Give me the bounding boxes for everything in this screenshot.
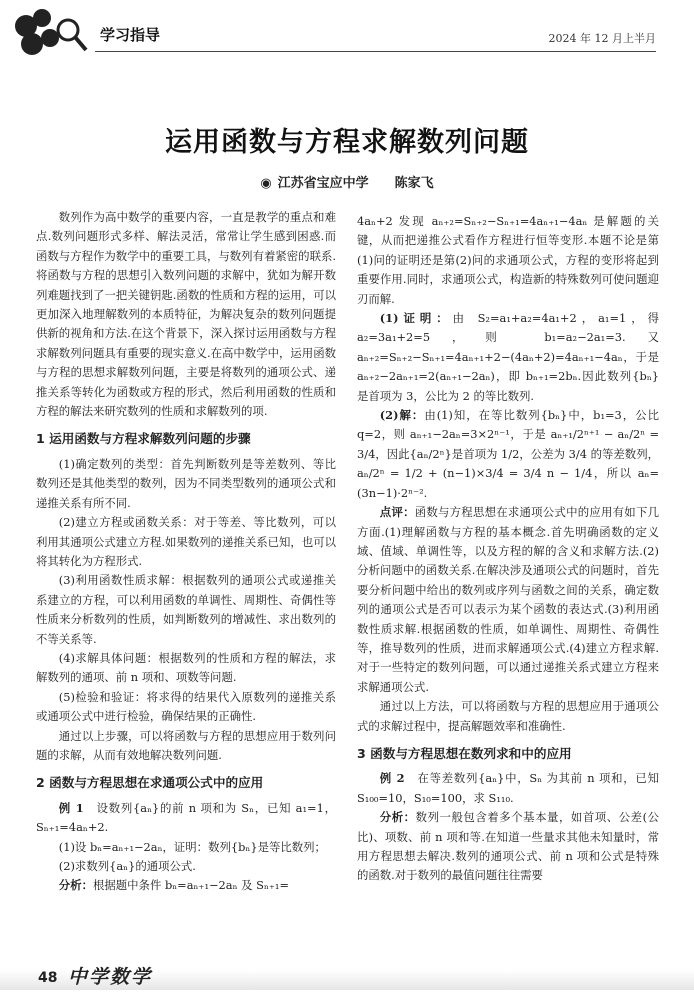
proof-text: 由 S₂=a₁+a₂=4a₁+2，a₁=1，得 a₂=3a₁+2=5，则 b₁=a₂−2a₁=3.又 aₙ₊₂=Sₙ₊₂−Sₙ₊₁=4aₙ₊₁+2−(4aₙ+2)=4aₙ₊₁−4aₙ，于是 aₙ₊₂−2aₙ₊₁=2(aₙ₊₁−2aₙ)，即 bₙ₊₁=2bₙ.因此数列{bₙ}是首项为 3，公比为 2 的等比数列. [357, 311, 659, 403]
issue-date: 2024 年 12 月上半月 [548, 32, 656, 45]
example-1 [36, 799, 336, 838]
steps-summary: 通过以上步骤，可以将函数与方程的思想应用于数列问题的求解，从而有效地解决数列问题. [36, 728, 336, 762]
author: 陈家飞 [394, 176, 434, 191]
step-2: (2)建立方程或函数关系：对于等差、等比数列，可以利用其通项公式建立方程.如果数列的递推关系已知，也可以将其转化为方程形式. [36, 515, 336, 568]
comment-label: 点评： [379, 505, 415, 520]
intro-paragraph: 数列作为高中数学的重要内容，一直是教学的重点和难点.数列问题形式多样、解法灵活，常常让学生感到困惑.而函数与方程作为数学中的重要工具，与数列有着紧密的联系.将函数与方程的思想引入数列问题的求解中，犹如为解开数列难题找到了一把关键钥匙.函数的性质和方程的运用，可以更加深入地理解数列的本质特征，为解决复杂的数列问题提供新的视角和方法.在这个背景下，深入探讨运用函数与方程求解数列问题具有重要的现实意义.在高中数学中，运用函数与方程的思想求解数列问题，主要是将数列的通项公式、递推关系等转化为函数或方程的形式，然后利用函数的性质和方程的解法来研究数列的性质和求解数列的项. [36, 210, 336, 419]
step-1: (1)确定数列的类型：首先判断数列是等差数列、等比数列还是其他类型的数列，因为不同类型数列的通项公式和递推关系有所不同. [36, 456, 336, 510]
left-column [36, 208, 336, 896]
section-heading-1: 1 运用函数与方程求解数列问题的步骤 [36, 431, 251, 447]
analysis-2-text: 数列一般包含着多个基本量，如首项、公差(公比)、项数、前 n 项和等.在知道一些量求其他未知量时，常用方程思想去解决.数列的通项公式、前 n 项和公式是特殊的函数.对于数列的最值问题往往需要 [357, 810, 659, 883]
example-1-question-1: (1)设 bₙ=aₙ₊₁−2aₙ，证明：数列{bₙ}是等比数列； [58, 839, 326, 854]
analysis-1 [36, 876, 336, 895]
affiliation: 江苏省宝应中学 [277, 176, 369, 191]
comment-text: 函数与方程思想在求通项公式中的应用有如下几方面.(1)理解函数与方程的基本概念.首先明确函数的定义域、值域、单调性等，以及方程的解的含义和求解方法.(2)分析问题中的函数关系.在解决涉及通项公式的问题时，首先要分析问题中给出的数列或序列与函数之间的关系，确定数列的通项公式是否可以表示为某个函数的表达式.(3)利用函数性质求解.根据函数的性质，如单调性、周期性、奇偶性等，推导数列的性质，进而求解通项公式.(4)建立方程求解.对于一些特定的数列问题，可以通过递推关系式建立方程来求解通项公式. [357, 505, 659, 694]
magazine-logo [12, 8, 92, 58]
proof-label: (1)证明： [379, 311, 453, 326]
solution [357, 406, 659, 503]
analysis-2 [357, 808, 659, 886]
page-number: 48 [38, 970, 58, 986]
page-header [0, 0, 694, 62]
proof [357, 309, 659, 406]
analysis-continued: 4aₙ+2 发现 aₙ₊₂=Sₙ₊₂−Sₙ₊₁=4aₙ₊₁−4aₙ 是解题的关键，从而把递推公式看作方程进行恒等变形.本题不论是第(1)问的证明还是第(2)问的求通项公式，方程的变形将起到重要作用.同时，求通项公式，构造新的特殊数列可使问题迎刃而解. [357, 214, 659, 306]
analysis-1-label: 分析： [58, 878, 93, 893]
step-3: (3)利用函数性质求解：根据数列的通项公式或递推关系建立的方程，可以利用函数的单调性、周期性、奇偶性等性质来分析数列的性质，如判断数列的增减性、求出数列的不等关系等. [36, 573, 336, 646]
right-column [357, 212, 659, 886]
example-2-text: 在等差数列{aₙ}中，Sₙ 为其前 n 项和，已知 S₁₀₀=10，S₁₀=100，求 S₁₁₀. [357, 771, 659, 805]
section-heading-3: 3 函数与方程思想在数列求和中的应用 [357, 745, 572, 761]
section-tag: 学习指导 [100, 26, 161, 44]
journal-name: 中学数学 [68, 966, 153, 988]
comment-summary: 通过以上方法，可以将函数与方程的思想应用于通项公式的求解过程中，提高解题效率和准确性. [357, 699, 659, 733]
example-1-text: 设数列{aₙ}的前 n 项和为 Sₙ，已知 a₁=1，Sₙ₊₁=4aₙ+2. [36, 800, 336, 835]
bullet-icon: ◉ [260, 176, 272, 191]
section-heading-2: 2 函数与方程思想在求通项公式中的应用 [36, 775, 264, 791]
step-4: (4)求解具体问题：根据数列的性质和方程的解法，求解数列的通项、前 n 项和、项数等问题. [36, 650, 336, 685]
solution-label: (2)解： [379, 408, 425, 423]
example-1-label: 例 1 [58, 800, 84, 815]
step-5: (5)检验和验证：将求得的结果代入原数列的递推关系或通项公式中进行检验，确保结果的正确性. [36, 689, 336, 724]
analysis-2-label: 分析： [379, 810, 416, 825]
article-title: 运用函数与方程求解数列问题 [165, 127, 529, 158]
example-2 [357, 769, 659, 808]
byline [0, 172, 694, 191]
analysis-1-text: 根据题中条件 bₙ=aₙ₊₁−2aₙ 及 Sₙ₊₁= [92, 878, 290, 893]
example-2-label: 例 2 [379, 771, 405, 786]
solution-text: 由(1)知，在等比数列{bₙ}中，b₁=3，公比 q=2，则 aₙ₊₁−2aₙ=3×2ⁿ⁻¹，于是 aₙ₊₁/2ⁿ⁺¹ − aₙ/2ⁿ = 3/4，因此{aₙ/2ⁿ}是首项为 1/2，公差为 3/4 的等差数列，aₙ/2ⁿ = 1/2 + (n−1)×3/4 = 3/4 n − 1/4，所以 aₙ=(3n−1)·2ⁿ⁻². [357, 408, 659, 500]
header-rule [95, 51, 656, 52]
example-1-question-2: (2)求数列{aₙ}的通项公式. [58, 859, 196, 873]
comment [357, 503, 659, 697]
